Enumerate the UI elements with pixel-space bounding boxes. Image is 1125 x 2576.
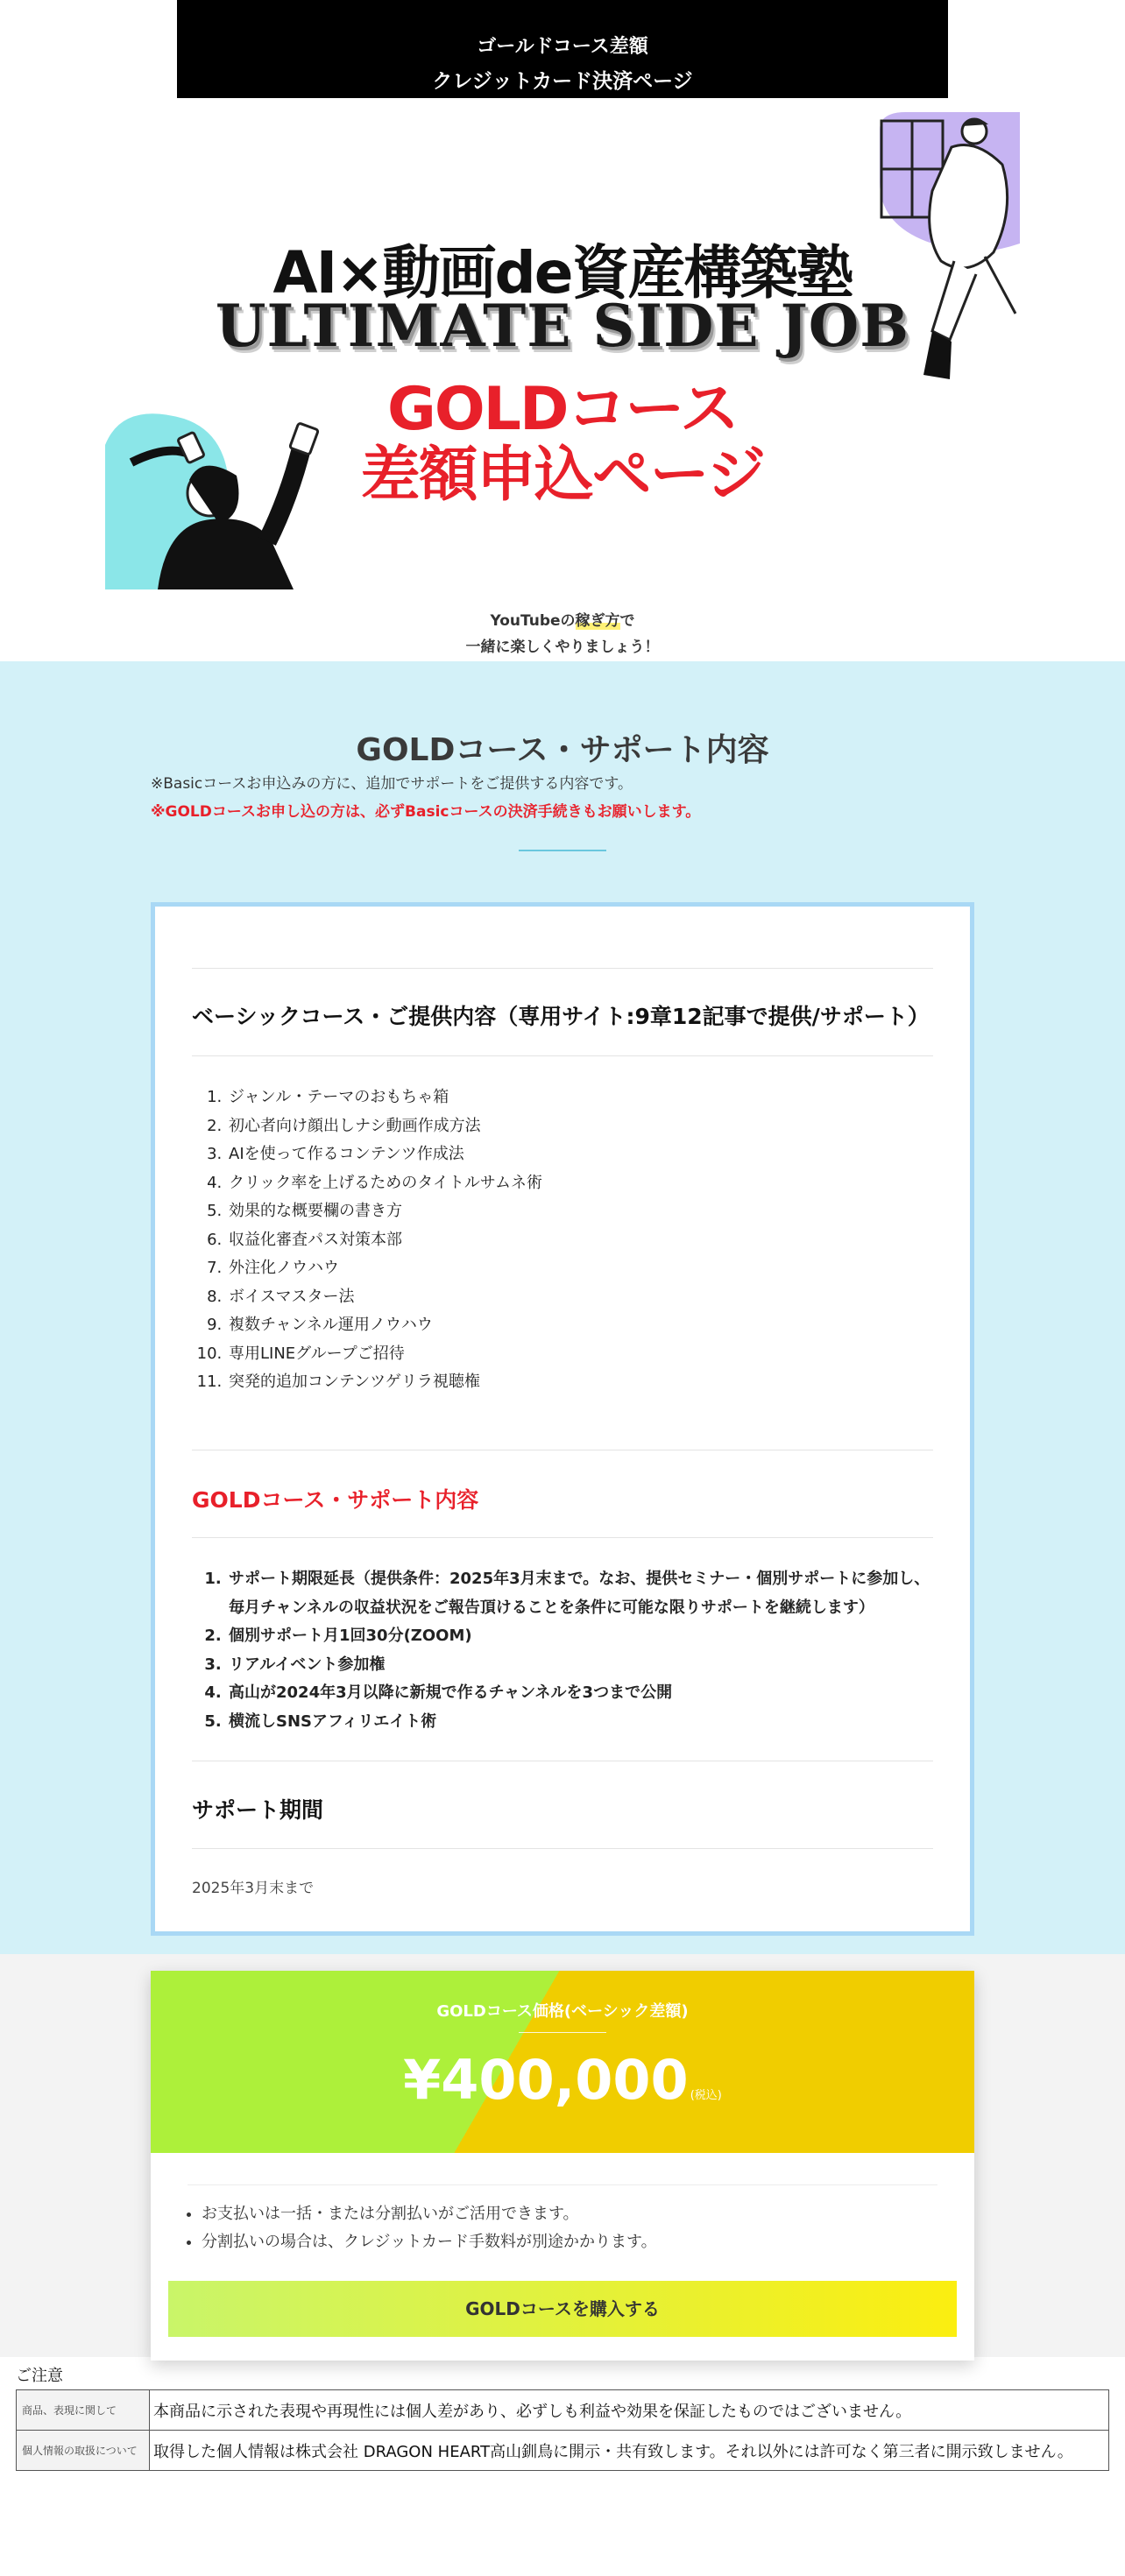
list-item: 4. クリック率を上げるためのタイトルサムネ術: [227, 1169, 933, 1198]
divider: [192, 1537, 933, 1538]
header-title-line2: クレジットカード決済ページ: [432, 70, 693, 93]
hero-title-line2: ULTIMATE SIDE JOB: [215, 292, 910, 360]
price-card: [151, 1971, 974, 2361]
divider: [188, 2184, 938, 2185]
list-item: 6. 収益化審査パス対策本部: [227, 1226, 933, 1255]
tagline-pre: YouTubeの: [490, 612, 576, 630]
price-amount: ¥400,000: [403, 2048, 689, 2112]
list-item: 2. 個別サポート月1回30分(ZOOM): [227, 1622, 933, 1651]
hero-title-line4: 差額申込ページ: [360, 441, 765, 510]
price-tax-note: (税込): [690, 2089, 722, 2102]
list-item: 7. 外注化ノウハウ: [227, 1254, 933, 1283]
list-item: 1. ジャンル・テーマのおもちゃ箱: [227, 1083, 933, 1112]
purchase-gold-button[interactable]: GOLDコースを購入する: [168, 2281, 957, 2337]
list-item: • お支払いは一括・または分割払いがご活用できます。: [202, 2200, 657, 2228]
list-item: 4. 高山が2024年3月以降に新規で作るチャンネルを3つまで公開: [227, 1679, 933, 1708]
hero-title-line3: GOLDコース: [387, 375, 738, 444]
support-period-heading: サポート期間: [192, 1797, 324, 1823]
price-label: GOLDコース価格(ベーシック差額): [436, 2002, 689, 2021]
caution-key: 商品、表現に関して: [17, 2390, 150, 2431]
caution-title: ご注意: [16, 2367, 63, 2385]
section-divider: [519, 850, 606, 851]
list-item: 11. 突発的追加コンテンツゲリラ視聴権: [227, 1368, 933, 1397]
table-row: [17, 2390, 1109, 2431]
basic-course-list: [227, 1083, 933, 1397]
gold-course-list: [227, 1565, 933, 1736]
list-item: 3. AIを使って作るコンテンツ作成法: [227, 1140, 933, 1169]
gold-course-heading: GOLDコース・サポート内容: [192, 1487, 479, 1513]
list-item: 1. サポート期限延長（提供条件：2025年3月末まで。なお、提供セミナー・個別サポートに参加し、毎月チャンネルの収益状況をご報告頂けることを条件に可能な限りサポートを継続します）: [227, 1565, 933, 1622]
divider: [192, 1055, 933, 1056]
caution-value: 取得した個人情報は株式会社 DRAGON HEART高山釧鳥に開示・共有致します。それ以外には許可なく第三者に開示致しません。: [150, 2431, 1109, 2471]
divider: [192, 1848, 933, 1849]
payment-notes-list: [202, 2200, 657, 2256]
tagline-line2: 一緒に楽しくやりましょう！: [465, 639, 660, 656]
caution-table: [16, 2389, 1109, 2471]
list-item: 2. 初心者向け顔出しナシ動画作成方法: [227, 1112, 933, 1141]
person-celebrating-illustration: [105, 410, 333, 589]
list-item: 5. 効果的な概要欄の書き方: [227, 1197, 933, 1226]
list-item: 8. ボイスマスター法: [227, 1283, 933, 1312]
support-section-title: GOLDコース・サポート内容: [356, 732, 769, 768]
tagline-post: で: [619, 612, 635, 630]
tagline: [0, 608, 1125, 660]
basic-course-heading: ベーシックコース・ご提供内容（専用サイト:9章12記事で提供/サポート）: [192, 1004, 930, 1029]
support-details-card: [151, 902, 974, 1936]
price-value: [151, 2048, 974, 2112]
price-header: [151, 1971, 974, 2153]
support-note-basic: ※Basicコースお申込みの方に、追加でサポートをご提供する内容です。: [151, 775, 633, 793]
caution-value: 本商品に示された表現や再現性には個人差があり、必ずしも利益や効果を保証したものではございません。: [150, 2390, 1109, 2431]
divider: [192, 968, 933, 969]
list-item: 3. リアルイベント参加権: [227, 1651, 933, 1680]
page-header: [177, 0, 948, 98]
support-note-gold-warning: ※GOLDコースお申し込の方は、必ずBasicコースの決済手続きもお願いします。: [151, 803, 701, 821]
table-row: [17, 2431, 1109, 2471]
list-item: 9. 複数チャンネル運用ノウハウ: [227, 1311, 933, 1340]
support-period-value: 2025年3月末まで: [192, 1880, 315, 1897]
price-divider: [519, 2032, 606, 2033]
caution-key: 個人情報の取扱について: [17, 2431, 150, 2471]
list-item: 5. 横流しSNSアフィリエイト術: [227, 1708, 933, 1737]
list-item: • 分割払いの場合は、クレジットカード手数料が別途かかります。: [202, 2228, 657, 2256]
hero-banner: [105, 112, 1020, 589]
list-item: 10. 専用LINEグループご招待: [227, 1340, 933, 1369]
header-title-line1: ゴールドコース差額: [477, 36, 648, 58]
tagline-highlight: 稼ぎ方: [575, 612, 620, 630]
hero-title-line1: AI×動画de資産構築塾: [272, 239, 853, 307]
